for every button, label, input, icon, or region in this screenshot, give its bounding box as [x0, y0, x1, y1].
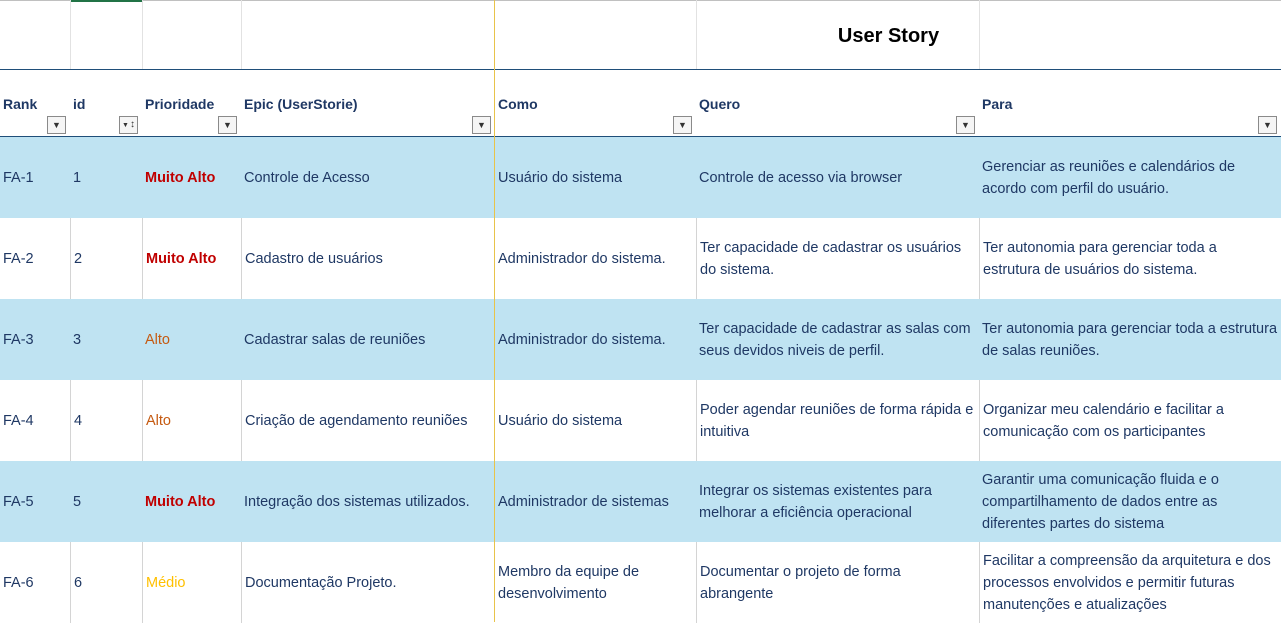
- header-quero[interactable]: [696, 70, 979, 136]
- header-prioridade[interactable]: [142, 70, 241, 136]
- epic-value: Controle de Acesso: [244, 169, 370, 186]
- column-selection-marker: [70, 0, 142, 2]
- como-value: Usuário do sistema: [498, 169, 623, 186]
- sheet-title: User Story: [837, 25, 940, 47]
- cell-como[interactable]: [495, 137, 696, 218]
- filter-dropdown-icon[interactable]: ▼: [673, 116, 692, 134]
- filter-dropdown-icon[interactable]: ▼: [472, 116, 491, 134]
- table-row: [0, 461, 1281, 542]
- cell-quero[interactable]: [696, 542, 979, 623]
- prioridade-value: Alto: [145, 331, 170, 348]
- filter-dropdown-icon[interactable]: ▼ ↕: [119, 116, 138, 134]
- header-label: Rank: [3, 96, 38, 112]
- table-row: [0, 299, 1281, 380]
- cell-rank[interactable]: [0, 218, 70, 299]
- cell-epic[interactable]: [241, 137, 495, 218]
- cell-id[interactable]: [70, 380, 142, 461]
- id-value: 6: [74, 574, 83, 591]
- id-value: 2: [74, 250, 83, 267]
- quero-value: Ter capacidade de cadastrar os usuários do sistema.: [700, 239, 962, 278]
- table-row: [0, 218, 1281, 299]
- cell-como[interactable]: [495, 542, 696, 623]
- gridline: [142, 0, 143, 69]
- como-value: Administrador do sistema.: [498, 250, 666, 267]
- filter-dropdown-icon[interactable]: ▼: [218, 116, 237, 134]
- cell-epic[interactable]: [241, 461, 495, 542]
- rank-value: FA-4: [3, 412, 34, 429]
- header-label: id: [73, 96, 86, 112]
- cell-epic[interactable]: [241, 542, 495, 623]
- prioridade-value: Médio: [146, 574, 186, 591]
- para-value: Ter autonomia para gerenciar toda a estrutura de salas reuniões.: [982, 320, 1278, 359]
- user-story-title-cell[interactable]: [496, 0, 1281, 69]
- header-para[interactable]: [979, 70, 1281, 136]
- cell-epic[interactable]: [241, 380, 495, 461]
- cell-rank[interactable]: [0, 542, 70, 623]
- cell-prioridade[interactable]: [142, 380, 241, 461]
- prioridade-value: Alto: [146, 412, 171, 429]
- quero-value: Ter capacidade de cadastrar as salas com seus devidos niveis de perfil.: [699, 320, 971, 359]
- id-value: 4: [74, 412, 83, 429]
- cell-id[interactable]: [70, 218, 142, 299]
- para-value: Garantir uma comunicação fluida e o compartilhamento de dados entre as diferentes partes do sistema: [982, 471, 1219, 532]
- cell-como[interactable]: [495, 380, 696, 461]
- epic-value: Cadastro de usuários: [245, 250, 383, 267]
- cell-prioridade[interactable]: [142, 542, 241, 623]
- rank-value: FA-1: [3, 169, 34, 186]
- column-divider: [494, 0, 495, 622]
- table-row: [0, 542, 1281, 623]
- cell-prioridade[interactable]: [142, 137, 241, 218]
- cell-quero[interactable]: [696, 461, 979, 542]
- cell-para[interactable]: [979, 380, 1281, 461]
- cell-para[interactable]: [979, 299, 1281, 380]
- cell-quero[interactable]: [696, 380, 979, 461]
- prioridade-value: Muito Alto: [145, 169, 216, 186]
- rank-value: FA-2: [3, 250, 34, 267]
- cell-como[interactable]: [495, 299, 696, 380]
- cell-para[interactable]: [979, 137, 1281, 218]
- para-value: Ter autonomia para gerenciar toda a estrutura de usuários do sistema.: [983, 239, 1217, 278]
- quero-value: Poder agendar reuniões de forma rápida e intuitiva: [700, 401, 974, 440]
- filter-dropdown-icon[interactable]: ▼: [1258, 116, 1277, 134]
- header-rank[interactable]: [0, 70, 70, 136]
- header-id[interactable]: [70, 70, 142, 136]
- epic-value: Integração dos sistemas utilizados.: [244, 493, 470, 510]
- epic-value: Criação de agendamento reuniões: [245, 412, 468, 429]
- cell-como[interactable]: [495, 218, 696, 299]
- cell-prioridade[interactable]: [142, 299, 241, 380]
- como-value: Administrador do sistema.: [498, 331, 666, 348]
- quero-value: Documentar o projeto de forma abrangente: [700, 563, 901, 602]
- header-label: Como: [498, 96, 538, 112]
- header-label: Epic (UserStorie): [244, 96, 358, 112]
- cell-quero[interactable]: [696, 299, 979, 380]
- header-label: Quero: [699, 96, 741, 112]
- quero-value: Controle de acesso via browser: [699, 169, 903, 186]
- filter-dropdown-icon[interactable]: ▼: [956, 116, 975, 134]
- epic-value: Cadastrar salas de reuniões: [244, 331, 426, 348]
- cell-rank[interactable]: [0, 380, 70, 461]
- table-header-row: [0, 69, 1281, 137]
- rank-value: FA-6: [3, 574, 34, 591]
- para-value: Organizar meu calendário e facilitar a comunicação com os participantes: [983, 401, 1224, 440]
- header-label: Prioridade: [145, 96, 215, 112]
- como-value: Usuário do sistema: [498, 412, 623, 429]
- prioridade-value: Muito Alto: [145, 493, 216, 510]
- id-value: 3: [73, 331, 82, 348]
- header-epic[interactable]: [241, 70, 495, 136]
- cell-rank[interactable]: [0, 461, 70, 542]
- rank-value: FA-3: [3, 331, 34, 348]
- prioridade-value: Muito Alto: [146, 250, 217, 267]
- quero-value: Integrar os sistemas existentes para melhorar a eficiência operacional: [699, 482, 932, 521]
- table-row: [0, 380, 1281, 461]
- gridline: [241, 0, 242, 69]
- cell-como[interactable]: [495, 461, 696, 542]
- cell-id[interactable]: [70, 137, 142, 218]
- como-value: Membro da equipe de desenvolvimento: [498, 563, 640, 602]
- cell-para[interactable]: [979, 218, 1281, 299]
- como-value: Administrador de sistemas: [498, 493, 669, 510]
- rank-value: FA-5: [3, 493, 34, 510]
- cell-rank[interactable]: [0, 137, 70, 218]
- header-como[interactable]: [495, 70, 696, 136]
- gridline: [70, 0, 71, 69]
- cell-id[interactable]: [70, 542, 142, 623]
- cell-prioridade[interactable]: [142, 461, 241, 542]
- header-label: Para: [982, 96, 1013, 112]
- cell-prioridade[interactable]: [142, 218, 241, 299]
- filter-dropdown-icon[interactable]: ▼: [47, 116, 66, 134]
- cell-id[interactable]: [70, 299, 142, 380]
- cell-epic[interactable]: [241, 299, 495, 380]
- cell-quero[interactable]: [696, 137, 979, 218]
- table-row: [0, 137, 1281, 218]
- para-value: Gerenciar as reuniões e calendários de acordo com perfil do usuário.: [982, 158, 1236, 197]
- cell-quero[interactable]: [696, 218, 979, 299]
- cell-id[interactable]: [70, 461, 142, 542]
- id-value: 5: [73, 493, 82, 510]
- cell-rank[interactable]: [0, 299, 70, 380]
- cell-para[interactable]: [979, 461, 1281, 542]
- para-value: Facilitar a compreensão da arquitetura e dos processos envolvidos e permitir futuras manutenções e atualizações: [983, 552, 1271, 613]
- cell-epic[interactable]: [241, 218, 495, 299]
- id-value: 1: [73, 169, 82, 186]
- epic-value: Documentação Projeto.: [245, 574, 397, 591]
- cell-para[interactable]: [979, 542, 1281, 623]
